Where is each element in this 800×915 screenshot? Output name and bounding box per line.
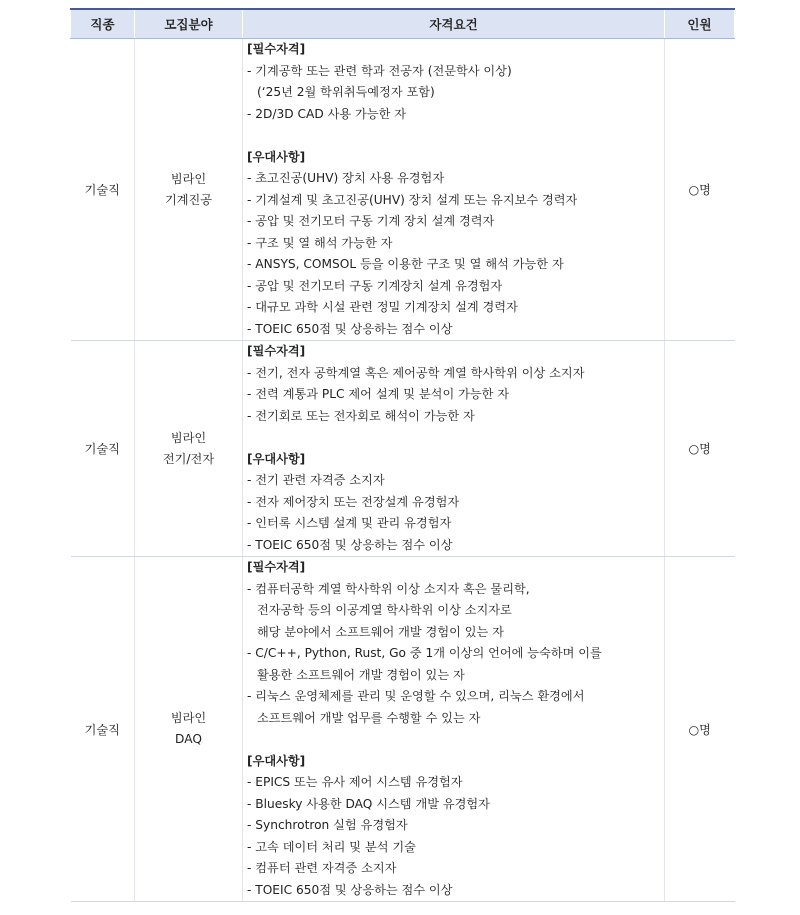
header-job-type: 직종 — [71, 9, 135, 39]
requirement-line: - TOEIC 650점 및 상응하는 점수 이상 — [247, 537, 453, 552]
requirement-line: - C/C++, Python, Rust, Go 중 1개 이상의 언어에 능숙하며 이를 — [247, 646, 602, 660]
recruitment-table — [70, 8, 735, 902]
section-heading: [우대사항] — [247, 753, 306, 768]
field-line: 전기/전자 — [162, 451, 215, 466]
requirement-line: - 컴퓨터 관련 자격증 소지자 — [247, 861, 397, 875]
requirement-line: - 고속 데이터 처리 및 분석 기술 — [247, 839, 416, 854]
headcount-cell: ○명 — [665, 39, 735, 341]
requirement-line: - Synchrotron 실험 유경험자 — [247, 818, 408, 832]
requirement-line: 전자공학 등의 이공계열 학사학위 이상 소지자로 — [257, 603, 512, 617]
field-line: 기계진공 — [164, 192, 213, 207]
requirement-line: - 공압 및 전기모터 구동 기계 장치 설계 경력자 — [247, 214, 495, 228]
header-requirements: 자격요건 — [243, 9, 665, 39]
requirement-line: - ANSYS, COMSOL 등을 이용한 구조 및 열 해석 가능한 자 — [247, 257, 564, 271]
requirement-line: 활용한 소프트웨어 개발 경험이 있는 자 — [257, 667, 465, 682]
blank-line — [247, 125, 660, 147]
job-type-cell: 기술직 — [71, 39, 135, 341]
requirement-line: 소프트웨어 개발 업무를 수행할 수 있는 자 — [257, 710, 481, 725]
requirement-line: - 기계설계 및 초고진공(UHV) 장치 설계 또는 유지보수 경력자 — [247, 192, 578, 207]
headcount-cell: ○명 — [665, 341, 735, 557]
requirement-line: - 공압 및 전기모터 구동 기계장치 설계 유경험자 — [247, 278, 503, 293]
field-line: 빔라인 — [170, 711, 207, 725]
job-type-cell: 기술직 — [71, 341, 135, 557]
headcount-cell: ○명 — [665, 557, 735, 902]
field-line: DAQ — [175, 732, 202, 746]
requirement-line: (‘25년 2월 학위취득예정자 포함) — [257, 85, 435, 99]
field-line: 빔라인 — [170, 430, 207, 445]
requirement-line: - 전기 관련 자격증 소지자 — [247, 473, 385, 487]
field-line: 빔라인 — [170, 171, 207, 186]
table-header-row — [71, 9, 735, 39]
requirement-line: - 2D/3D CAD 사용 가능한 자 — [247, 106, 407, 121]
header-headcount: 인원 — [665, 9, 735, 39]
field-cell — [135, 341, 243, 557]
requirement-line: - EPICS 또는 유사 제어 시스템 유경험자 — [247, 775, 463, 789]
requirement-line: - 대규모 과학 시설 관련 정밀 기계장치 설계 경력자 — [247, 300, 518, 314]
requirements-cell — [243, 341, 665, 557]
blank-line — [247, 427, 660, 449]
requirement-line: - 초고진공(UHV) 장치 사용 유경험자 — [247, 171, 445, 185]
requirement-line: - 구조 및 열 해석 가능한 자 — [247, 235, 393, 250]
requirement-line: - 인터록 시스템 설계 및 관리 유경험자 — [247, 516, 452, 530]
requirements-cell — [243, 557, 665, 902]
job-type-cell: 기술직 — [71, 557, 135, 902]
requirement-line: - Bluesky 사용한 DAQ 시스템 개발 유경험자 — [247, 796, 490, 811]
section-heading: [필수자격] — [247, 560, 306, 574]
header-field: 모집분야 — [135, 9, 243, 39]
blank-line — [247, 729, 660, 751]
field-cell — [135, 557, 243, 902]
requirement-line: 해당 분야에서 소프트웨어 개발 경험이 있는 자 — [257, 624, 504, 639]
section-heading: [우대사항] — [247, 149, 306, 164]
section-heading: [우대사항] — [247, 451, 306, 466]
requirement-line: - 기계공학 또는 관련 학과 전공자 (전문학사 이상) — [247, 63, 512, 78]
recruitment-table-container — [70, 8, 734, 902]
requirements-cell — [243, 39, 665, 341]
section-heading: [필수자격] — [247, 42, 306, 56]
requirement-line: - 전기, 전자 공학계열 혹은 제어공학 계열 학사학위 이상 소지자 — [247, 365, 585, 380]
requirement-line: - 전기회로 또는 전자회로 해석이 가능한 자 — [247, 408, 475, 423]
requirement-line: - TOEIC 650점 및 상응하는 점수 이상 — [247, 321, 453, 336]
table-row — [71, 557, 735, 902]
table-row — [71, 39, 735, 341]
table-row — [71, 341, 735, 557]
requirement-line: - 전자 제어장치 또는 전장설계 유경험자 — [247, 494, 460, 509]
requirement-line: - TOEIC 650점 및 상응하는 점수 이상 — [247, 882, 453, 897]
requirement-line: - 리눅스 운영체제를 관리 및 운영할 수 있으며, 리눅스 환경에서 — [247, 689, 585, 703]
field-cell — [135, 39, 243, 341]
requirement-line: - 전력 계통과 PLC 제어 설계 및 분석이 가능한 자 — [247, 387, 510, 401]
section-heading: [필수자격] — [247, 344, 306, 358]
requirement-line: - 컴퓨터공학 계열 학사학위 이상 소지자 혹은 물리학, — [247, 581, 530, 596]
